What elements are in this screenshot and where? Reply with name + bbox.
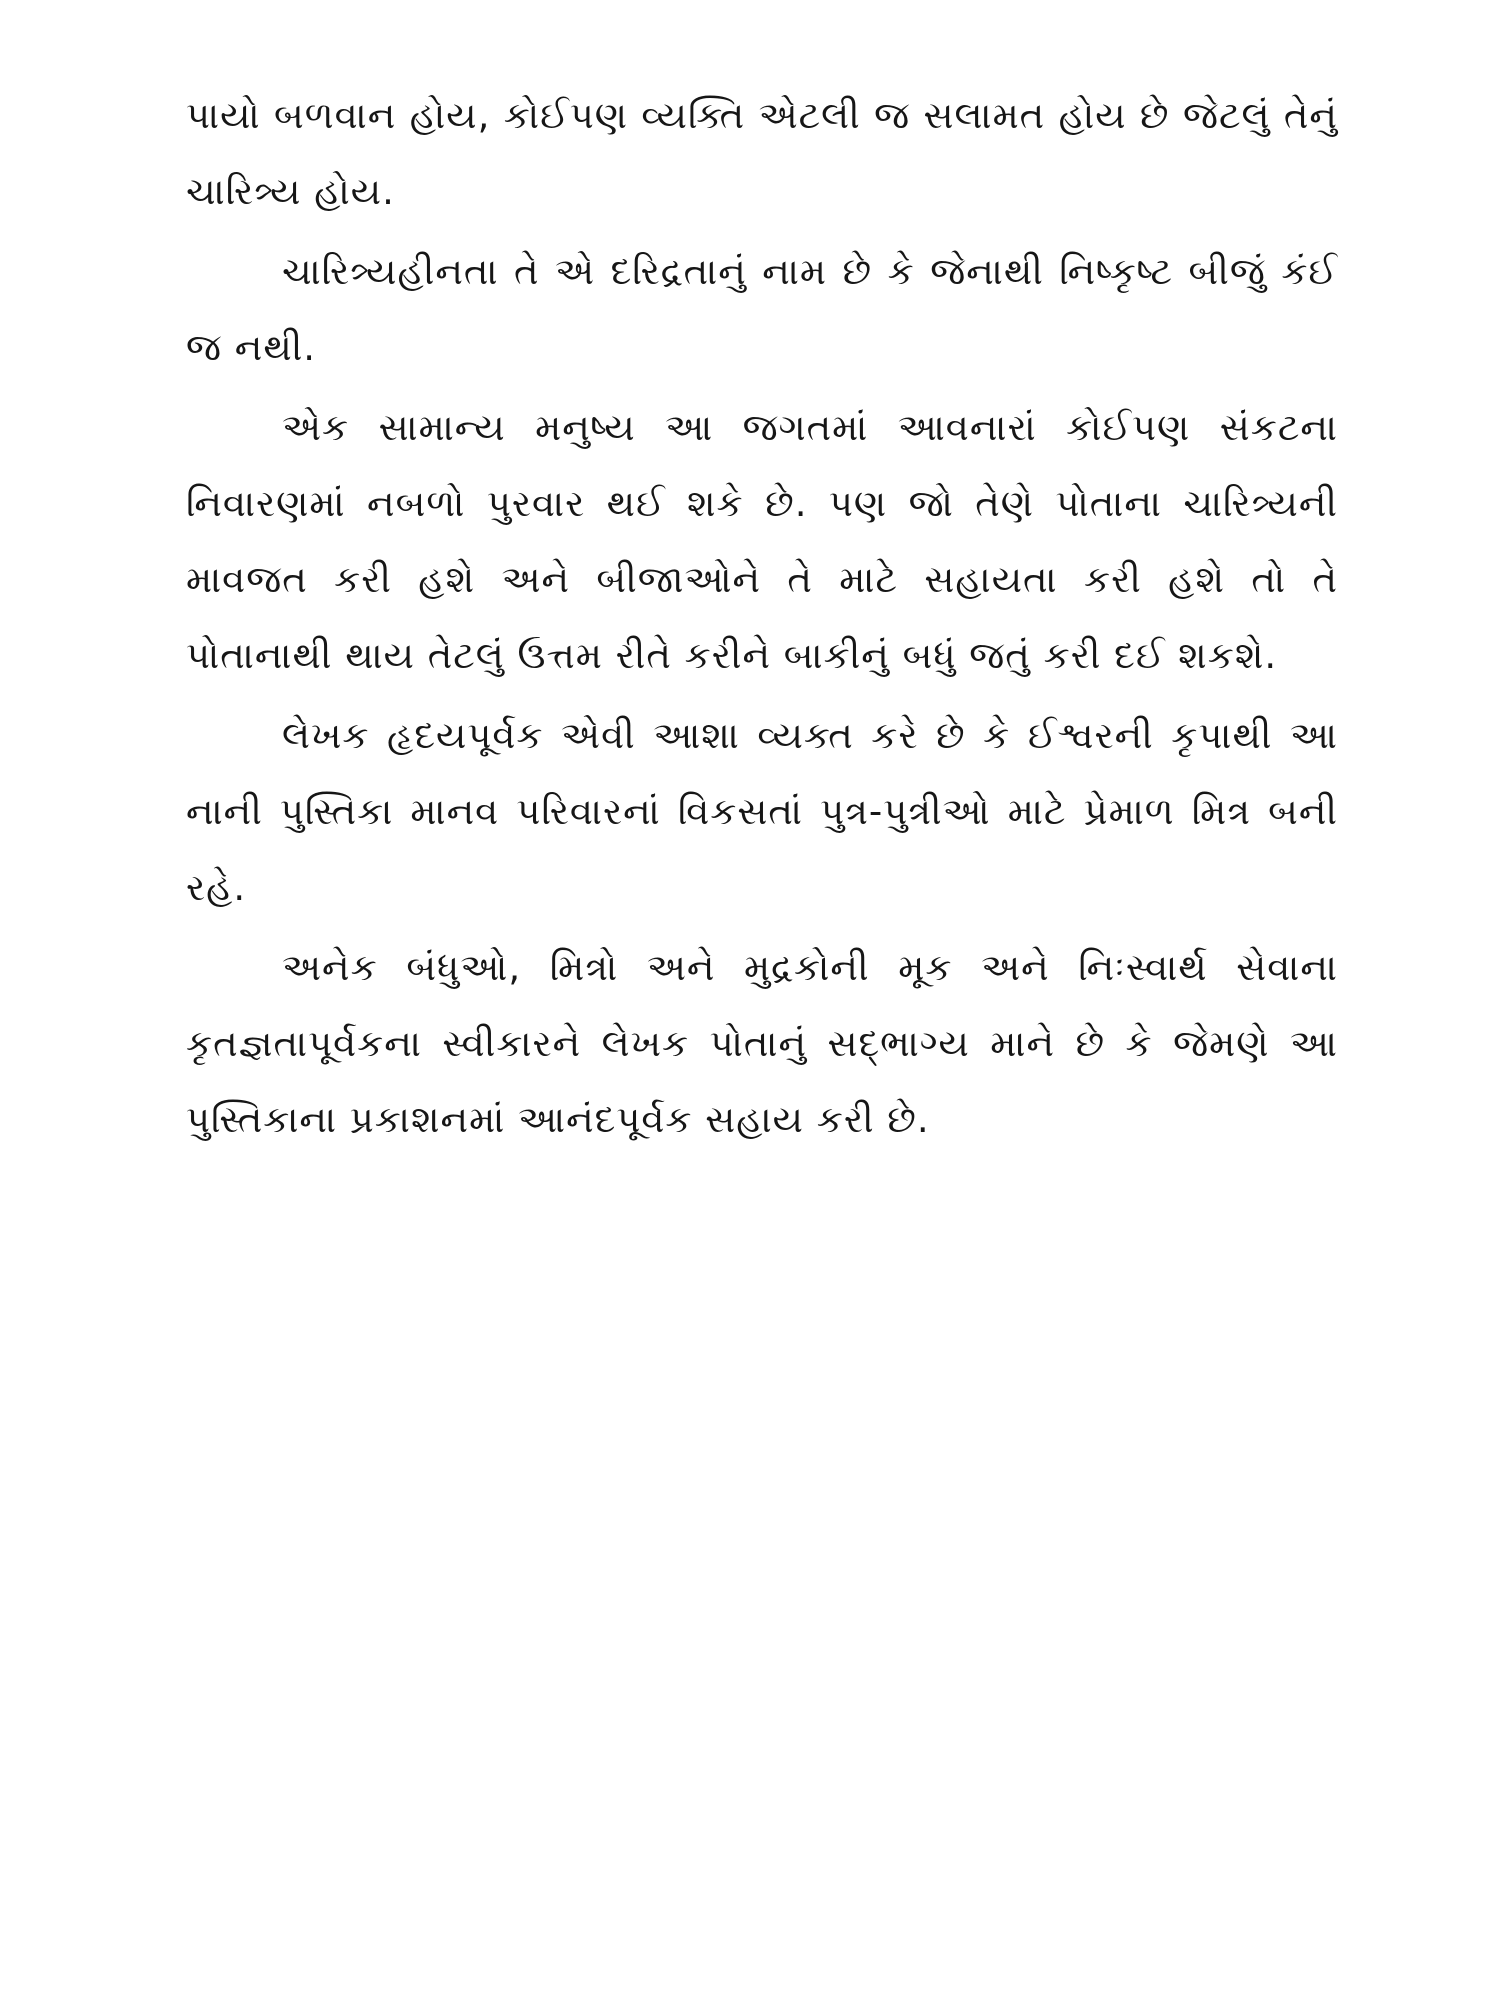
paragraph-ordinary-person: એક સામાન્ય મનુષ્ય આ જગતમાં આવનારાં કોઈપણ સંકટના નિવારણમાં નબળો પુરવાર થઈ શકે છે. પણ જો તેણે પોતાના ચારિત્ર્યની માવજત કરી હશે અને બીજાઓને તે માટે સહાયતા કરી હશે તો તે પોતાનાથી થાય તેટલું ઉત્તમ રીતે કરીને બાકીનું બધું જતું કરી દઈ શકશે.	[186, 406, 1338, 677]
paragraph-character-safety: પાયો બળવાન હોય, કોઈપણ વ્યક્તિ એટલી જ સલામત હોય છે જેટલું તેનું ચારિત્ર્ય હોય.	[186, 94, 1338, 213]
body-text	[186, 78, 1338, 1162]
paragraph-characterlessness: ચારિત્ર્યહીનતા તે એ દરિદ્રતાનું નામ છે કે જેનાથી નિષ્કૃષ્ટ બીજું કંઈ જ નથી.	[186, 250, 1338, 369]
paragraph-author-hope: લેખક હૃદયપૂર્વક એવી આશા વ્યક્ત કરે છે કે ઈશ્વરની કૃપાથી આ નાની પુસ્તિકા માનવ પરિવારનાં વિકસતાં પુત્ર-પુત્રીઓ માટે પ્રેમાળ મિત્ર બની રહે.	[186, 714, 1338, 909]
paragraph-acknowledgement: અનેક બંધુઓ, મિત્રો અને મુદ્રકોની મૂક અને નિઃસ્વાર્થ સેવાના કૃતજ્ઞતાપૂર્વકના સ્વીકારને લેખક પોતાનું સદ્‌ભાગ્ય માને છે કે જેમણે આ પુસ્તિકાના પ્રકાશનમાં આનંદપૂર્વક સહાય કરી છે.	[186, 946, 1338, 1141]
